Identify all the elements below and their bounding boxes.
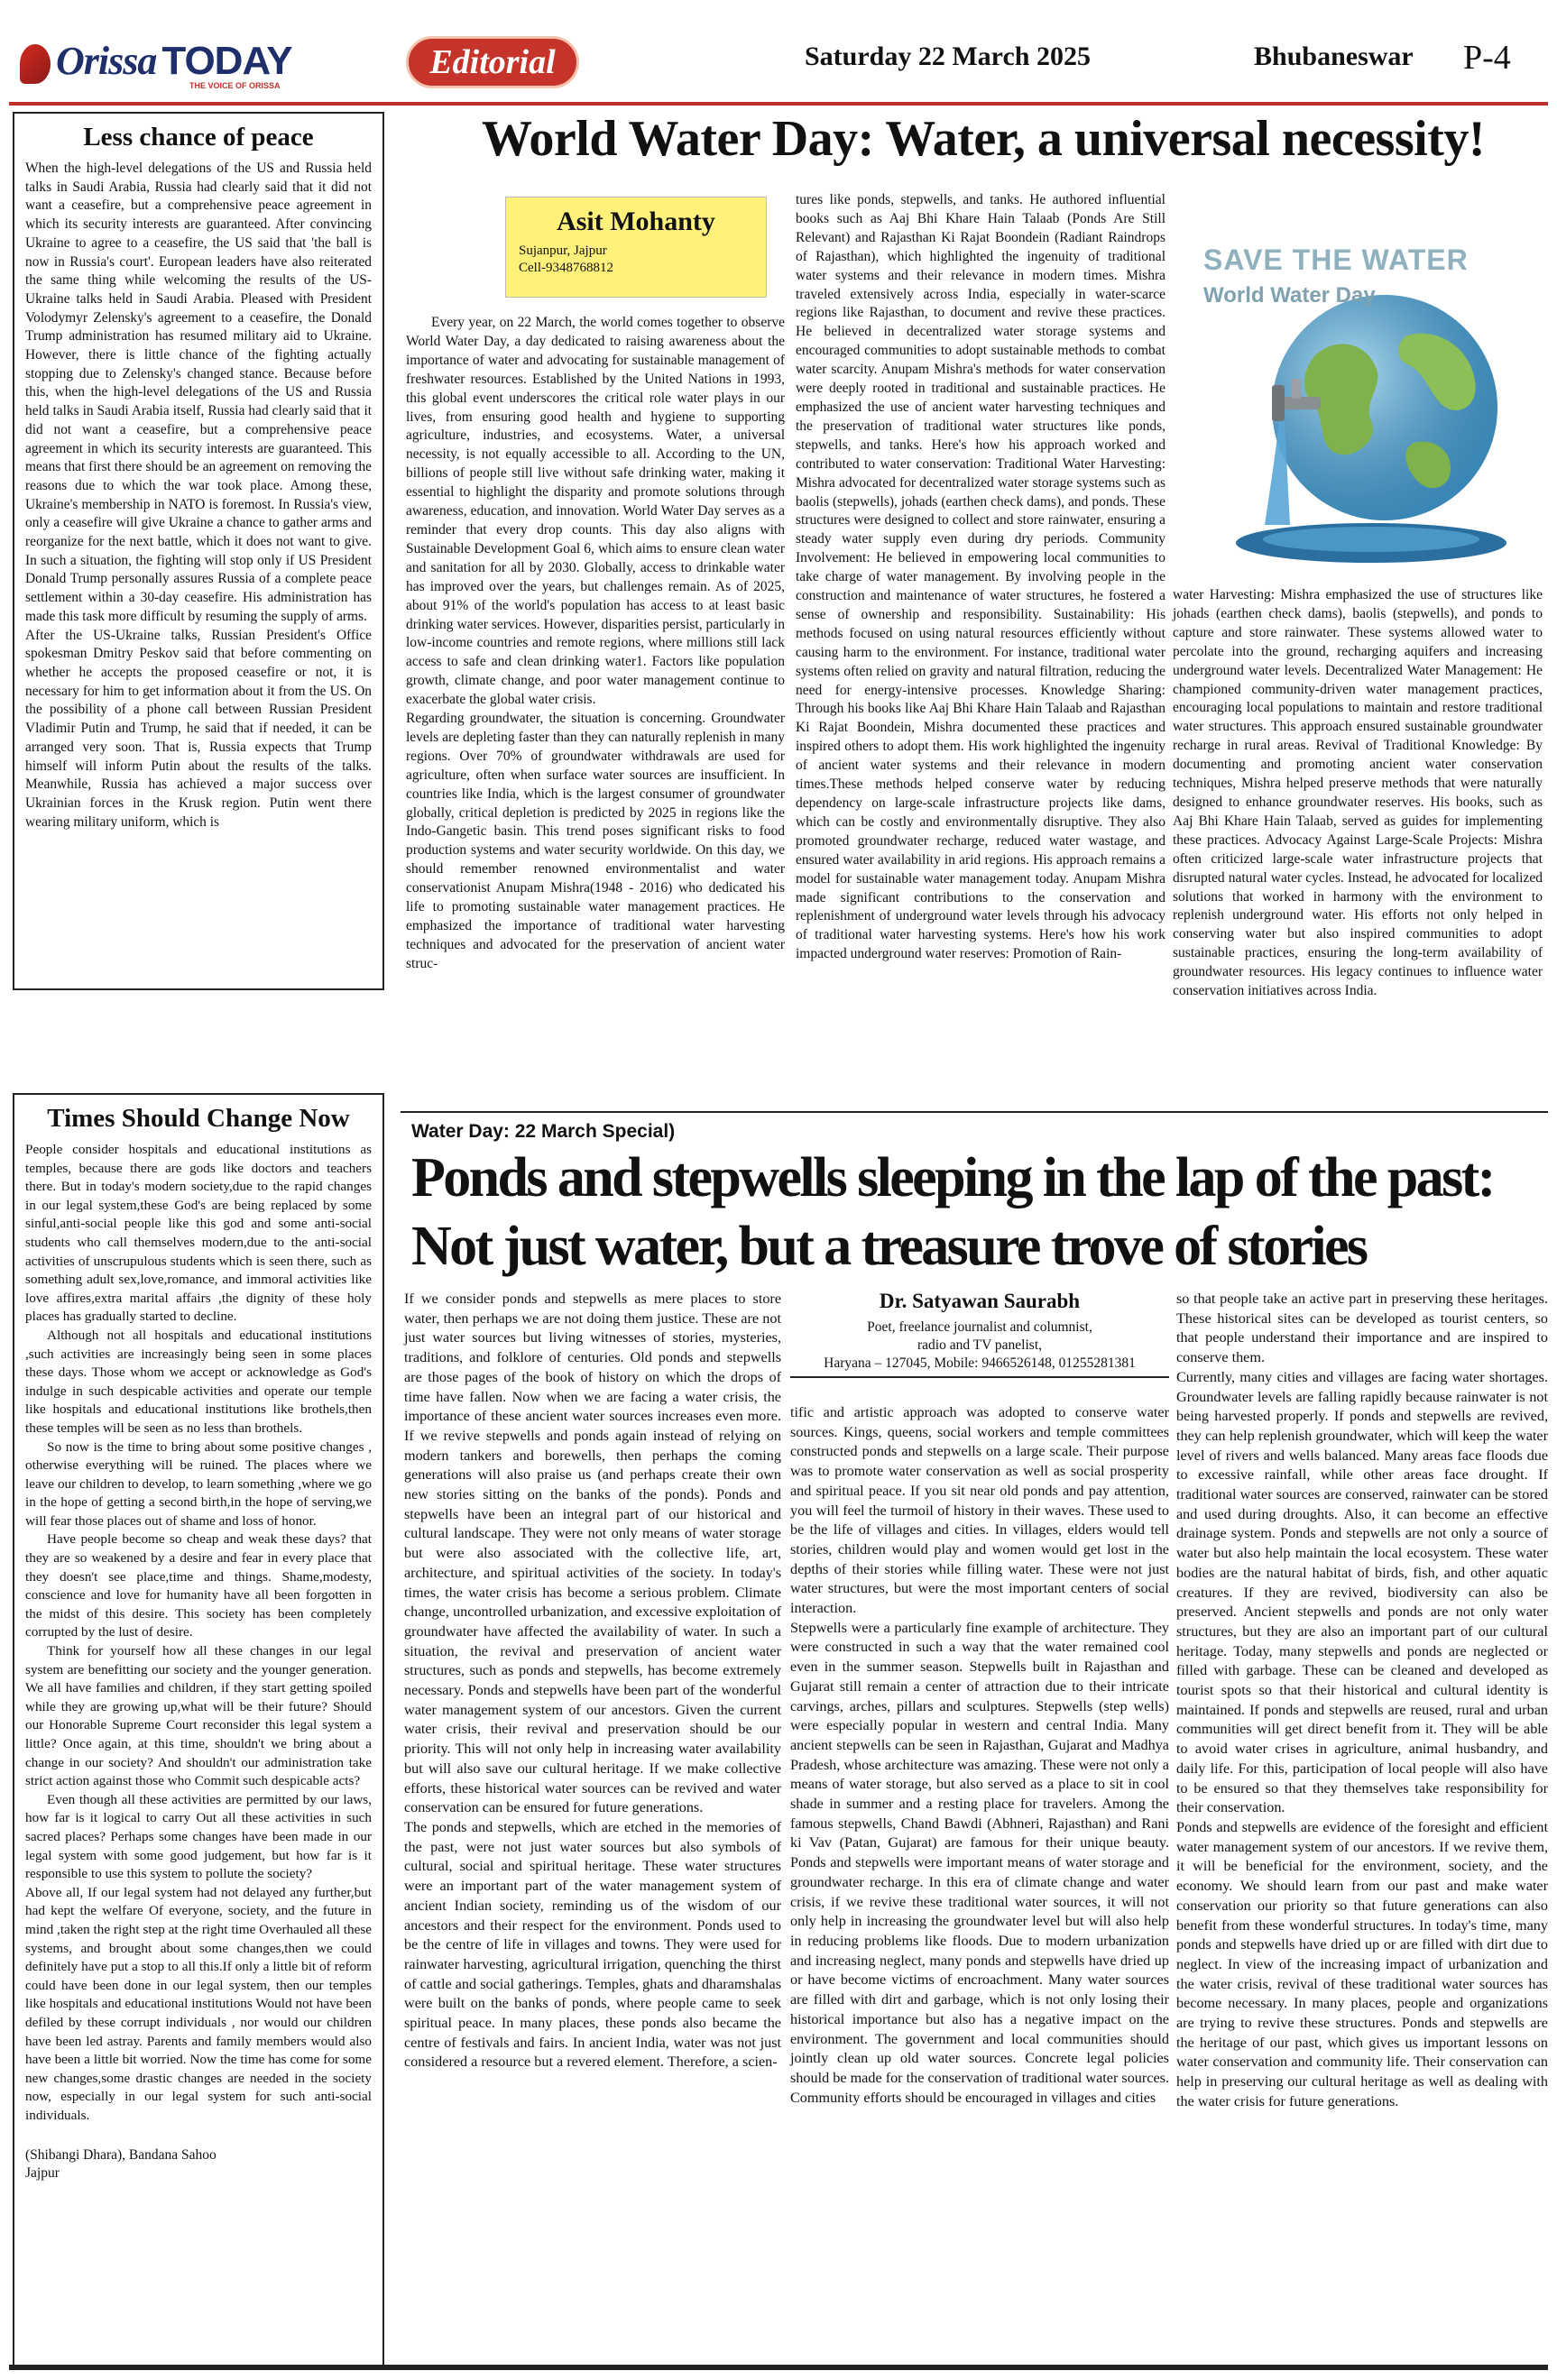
article1-headline: World Water Day: Water, a universal necessity! [482,111,1485,167]
section-divider [401,1111,1548,1113]
logo-icon [20,44,51,84]
author-cell: Cell-9348768812 [519,261,613,275]
editorial-box-times [13,1093,384,2370]
image-caption-day: World Water Day [1203,283,1376,308]
article2-column-2 [790,1403,1169,2108]
box-title: Less chance of peace [83,123,314,152]
box-title: Times Should Change Now [47,1104,350,1133]
author-desc: Poet, freelance journalist and columnist, [867,1319,1092,1335]
article-paragraph: tific and artistic approach was adopted to conserve water sources. Kings, queens, social workers and temple committees constructed ponds and stepwells on a large scale. Their purpose was to promote water conservation as well as social prosperity and spiritual peace. If you sit near old ponds and pay attention, you will feel the turmoil of history in their waves. These used to be the life of villages and cities. In villages, elders would tell stories, children would play and women would get lost in the depths of their stories while filling water. These were not just water structures, but were the most important centers of social interaction. [790,1404,1169,1617]
box-paragraph: So now is the time to bring about some positive changes , otherwise everything will be ruined. The places where we leave our children to develop, to learn something ,where we go in the hope of getting a second birth,in the hope of serving,we will fear those places out of shame and loss of honor. [25,1438,372,1529]
box-body [25,1141,372,2125]
logo-word-today: TODAY [161,39,292,83]
article2-byline [790,1290,1169,1378]
editorial-box-peace [13,112,384,990]
masthead-rule [9,102,1548,106]
author-name: Asit Mohanty [557,207,715,236]
box-paragraph: People consider hospitals and educational institutions as temples, because there are gods like doctors and teachers there. But in today's modern society,due to the rapid changes in our legal system,these God's are being replaced by some sinful,anti-social people like this god and some anti-social students who call themselves modern,due to the anti-social activities of unscrupulous students which is seen there, such as something adult sex,love,romance, and immoral activities like love affires,extra marital affairs ,the dignity of these holy places has gradually started to decline. [25,1142,372,1325]
article1-column-3 [1173,586,1543,1001]
box-paragraph: Although not all hospitals and educational institutions ,such activities are increasingly being seen in some places these days. Those whom we accept or acknowledge as God's indulge in such despicable activities and operate our temple like hospitals and educational institutions like brothels,then these temples will be seen as no less than brothels. [25,1327,372,1436]
article-paragraph: If we consider ponds and stepwells as mere places to store water, then perhaps we are not doing them justice. These are not just water sources but living witnesses of stories, mysteries, traditions, and folklore of centuries. Old ponds and stepwells are those pages of the book of history on which the drops of time have fallen. Now when we are facing a water crisis, the importance of these ancient water sources increases even more. If we revive stepwells and ponds again instead of relying on modern tankers and borewells, then perhaps the coming generations will also praise us (and perhaps create their own new stories sitting on the banks of the ponds). Ponds and stepwells have been an integral part of our historical and cultural landscape. They were not only means of water storage but were also associated with the collective life, art, architecture, and spiritual activities of the society. In today's times, the water crisis has become a serious problem. Climate change, uncontrolled urbanization, and excessive exploitation of groundwater have affected the availability of water. In such a situation, the revival and preservation of ancient water structures, such as ponds and stepwells, has become extremely necessary. Ponds and stepwells have been part of the wonderful water management system of our ancestors. Given the current water crisis, their revival and preservation should be our priority. This will not only help in increasing water availability but will also save our cultural heritage. If we make collective efforts, these historical water sources can be revived and water conservation can be ensured for future generations. [404,1291,781,1816]
byline-rule [790,1376,1169,1378]
left-column [13,112,386,2380]
article-paragraph: The ponds and stepwells, which are etched in the memories of the past, were not just water sources but also symbols of cultural, social and spiritual heritage. These water structures were an important part of the water management system of ancient Indian society, reminding us of the wisdom of our ancestors and their respect for the environment. Ponds used to be the centre of life in villages and towns. They were used for rainwater harvesting, agricultural irrigation, quenching the thirst of cattle and social gatherings. Temples, ghats and dharamshalas were built on the banks of ponds, where people came to seek spiritual peace. In many places, these ponds also became the centre of festivals and fairs. In ancient India, water was not just considered a resource but a revered element. Therefore, a scien- [404,1818,781,2071]
author-desc: radio and TV panelist, [917,1337,1043,1353]
article1-column-1 [406,314,785,974]
box-paragraph: Have people become so cheap and weak these days? that they are so weakened by a desire and fear in every place that they doesn't see place,time and things. Shame,modesty, conscience and love for humanity have all been forgotten in the midst of this desire. This society has been completely corrupted by the lust of desire. [25,1531,372,1640]
box-paragraph: When the high-level delegations of the US and Russia held talks in Saudi Arabia, Russia had clearly said that it did not want a ceasefire, but a comprehensive peace agreement in which its security interests are guaranteed. After convincing Ukraine to agree to a ceasefire, the US said that 'the ball is now in Russia's court'. European leaders have also reiterated the same thing while welcoming the results of the US-Ukraine talks held in Saudi Arabia. Pleased with President Volodymyr Zelensky's agreement to a ceasefire, the Donald Trump administration has resumed military aid to Ukraine. However, there is little chance of the fighting actually stopping due to Zelensky's changed stance. Because before this, when the high-level delegations of the US and Russia held talks in Saudi Arabia itself, Russia had clearly said that it did not want a ceasefire, but a comprehensive peace agreement in which its security interests are guaranteed. This means that first there should be an agreement on removing the reasons due to which the war took place. Among these, Ukraine's membership in NATO is foremost. In Russia's view, only a ceasefire will give Ukraine a chance to gather arms and reorganize for the next battle, which it does not want to give. In such a situation, the fighting will stop only if US President Donald Trump personally assures Russia of a complete peace settlement within a 30-day ceasefire. His administration has made this task more difficult by resuming the supply of arms. [25,161,372,624]
section-label: Editorial [406,36,579,88]
author-name: Dr. Satyawan Saurabh [879,1290,1081,1312]
article-paragraph: Regarding groundwater, the situation is concerning. Groundwater levels are depleting faster than they can naturally replenish in many regions. Over 70% of groundwater withdrawals are used for agriculture, often when surface water sources are insufficient. In countries like India, which is the largest consumer of groundwater globally, critical depletion is predicted by 2025 in regions like the Indo-Gangetic basin. This trend poses significant risks to food production systems and water security worldwide. On this day, we should remember renowned environmentalist and water conservationist Anupam Mishra(1948 - 2016) who dedicated his life to promoting sustainable water management practices. He emphasized the importance of traditional water harvesting techniques and advocated for the preservation of ancient water struc- [406,711,785,971]
box-body [25,160,372,832]
logo-word-orissa: Orissa [56,39,157,83]
article2-column-3 [1176,1290,1548,2112]
box-paragraph: Above all, If our legal system had not delayed any further,but had kept the welfare Of everyone, society, and the future in mind ,taken the right step at the right time Overhauled all these systems, and brought about some changes,then we could definitely have put a stop to all this.If only a little bit of reform could have been done in our legal system, then our temples like hospitals and educational institutions Would not have been defiled by these corrupt individuals , nor would our children have been led astray. Parents and family members would also have been a little bit worried. Now the time has come for some new changes,some drastic changes are needed in the society now, especially in our legal system for such anti-social individuals. [25,1884,372,2123]
author-place: Sujanpur, Jajpur [519,244,607,258]
article-paragraph: Ponds and stepwells are evidence of the foresight and efficient water management system of our ancestors. If we revive them, it will be beneficial for the environment, society, and the economy. We should learn from our past and make water conservation our priority so that future generations can also benefit from these wonderful structures. In today's time, many ponds and stepwells have dried up or are filled with dirt due to neglect. In view of the increasing impact of urbanization and the water crisis, revival of these traditional water sources has become necessary. In many places, people and organizations are trying to revive these structures. Ponds and stepwells are the heritage of our past, which gives us important lessons on water conservation and community life. Their conservation can help in preserving our cultural heritage as well as dealing with the water crisis for future generations. [1176,1818,1548,2109]
article-paragraph: Currently, many cities and villages are facing water shortages. Groundwater levels are falling rapidly because rainwater is not being harvested properly. If ponds and stepwells are revived, they can help replenish groundwater, which will keep the water level of rivers and wells balanced. Many areas face floods due to excessive rainfall, while other areas face drought. If traditional water sources are conserved, rainwater can be stored and used during droughts. Also, it can become an effective drainage system. Ponds and stepwells are not only a source of water but also help maintain the local ecosystem. These water bodies are the natural habitat of birds, fish, and other aquatic creatures. If they are revived, biodiversity can also be preserved. Ancient stepwells and ponds are not only water structures, but they are also an important part of our cultural heritage. Today, many stepwells and ponds are neglected or filled with garbage. These can be cleaned and developed as tourist spots so that their historical and cultural identity is maintained. If ponds and stepwells are reused, rural and urban communities will get direct benefit from it. They will be able to avoid water crises in agriculture, animal husbandry, and daily life. For this, participation of local people will also have to be ensured so that they themselves take responsibility for their conservation. [1176,1368,1548,1816]
article-paragraph: tures like ponds, stepwells, and tanks. He authored influential books such as Aaj Bhi Khare Hain Talaab (Ponds Are Still Relevant) and Rajasthan Ki Rajat Boondein (Radiant Raindrops of Rajasthan), which highlighted the ingenuity of traditional water systems and their relevance in modern times. Mishra traveled extensively across India, especially in water-scarce regions like Rajasthan, to document and revive these practices. He believed in decentralized water storage systems and encouraged communities to adopt sustainable methods to combat water scarcity. Anupam Mishra's methods for water conservation were deeply rooted in traditional and sustainable practices. He emphasized the use of ancient water harvesting techniques and the preservation of traditional water structures like ponds, stepwells, and tanks. Here's how his approach worked and contributed to water conservation: Traditional Water Harvesting: Mishra advocated for decentralized water storage systems such as baolis (stepwells), johads (earthen check dams), and ponds. These structures were designed to collect and store rainwater, ensuring a steady water supply even during dry periods. Community Involvement: He believed in empowering local communities to take charge of water management. By involving people in the construction and maintenance of water structures, he fostered a sense of ownership and responsibility. Sustainability: His methods focused on using natural resources efficiently without causing harm to the environment. For instance, traditional water systems often relied on gravity and natural filtration, reducing the need for energy-intensive processes. Knowledge Sharing: Through his books like Aaj Bhi Khare Hain Talaab and Rajasthan Ki Rajat Boondein, Mishra documented these practices and inspired others to adopt them. His work highlighted the ingenuity of ancient water systems and their relevance in modern times.These methods helped conserve water by reducing dependency on large-scale infrastructure projects like dams, which can be costly and environmentally disruptive. They also promoted groundwater recharge, reduced water wastage, and ensured water availability in arid regions. His approach remains a model for sustainable water management today. Anupam Mishra made significant contributions to the conservation and replenishment of underground water levels through his advocacy of traditional water harvesting systems. Here's how his work impacted underground water reserves: Promotion of Rain- [796,192,1165,962]
box-paragraph: Even though all these activities are permitted by our laws, how far is it logical to carry Out all these activities in such sacred places? Perhaps some changes have been made in our legal system with some good judgement, but how far is it responsible to use this system to pollute the society? [25,1791,372,1882]
masthead-logo [20,38,292,84]
image-caption-save: SAVE THE WATER [1203,244,1469,276]
article1-byline [505,197,767,298]
article-paragraph: so that people take an active part in preserving these heritages. These historical sites can be developed as tourist centers, so that people understand their importance and are inspired to conserve them. [1176,1291,1548,1366]
signature-place: Jajpur [25,2165,60,2182]
box-paragraph: Think for yourself how all these changes in our legal system are benefitting our society and the younger generation. We all have families and children, if they start getting spoiled while they are growing up,what will be their future? Should our Honorable Supreme Court reconsider this legal system a little? Once again, at this time, shouldn't we bring about a change in our society? And shouldn't our administration take strict action against those who Commit such despicable acts? [25,1643,372,1789]
article-paragraph: water Harvesting: Mishra emphasized the use of structures like johads (earthen check dams), baolis (stepwells), and ponds to capture and store rainwater. These systems allowed water to percolate into the ground, recharging aquifers and increasing underground water levels. Decentralized Water Management: He championed community-driven water management practices, encouraging local populations to maintain and restore traditional water structures. This approach ensured sustainable groundwater recharge in rural areas. Revival of Traditional Knowledge: By documenting and promoting ancient water conservation techniques, Mishra helped preserve methods that were naturally designed to enhance groundwater reserves. His books, such as Aaj Bhi Khare Hain Talaab, served as guides for implementing these practices. Advocacy Against Large-Scale Projects: Mishra often criticized large-scale water infrastructure projects that disrupted natural water cycles. Instead, he advocated for localized solutions that worked in harmony with the environment to replenish underground water. His efforts not only helped in conserving water but also inspired communities to adopt sustainable practices, ensuring the long-term availability of groundwater resources. His legacy continues to influence water conservation initiatives across India. [1173,587,1543,999]
save-water-illustration [1182,200,1543,579]
box-paragraph: After the US-Ukraine talks, Russian President's Office spokesman Dmitry Peskov said that before commenting on whether he accepts the proposed ceasefire or not, it is necessary for him to get information about it from the US. On the possibility of a phone call between Russian President Vladimir Putin and Trump, he said that if needed, it can be arranged very soon. That is, Russia expects that Trump himself will inform Putin about the results of the talks. Meanwhile, Russia has achieved a major success over Ukrainian forces in the Krusk region. Putin went there wearing military uniform, which is [25,627,372,830]
article2-kicker: Water Day: 22 March Special) [411,1121,676,1142]
headline-line: Ponds and stepwells sleeping in the lap of the past: [411,1147,1494,1208]
logo-tagline: THE VOICE OF ORISSA [189,81,281,90]
page-bottom-rule [9,2365,1548,2370]
page-number: P-4 [1463,39,1511,77]
signature [25,2146,372,2182]
article2-headline [411,1144,1548,1281]
issue-date: Saturday 22 March 2025 [805,41,1091,71]
headline-line: Not just water, but a treasure trove of stories [411,1216,1367,1277]
article1-column-2 [796,191,1165,964]
issue-city: Bhubaneswar [1254,41,1414,71]
article2-column-1 [404,1290,781,2072]
article-paragraph: Every year, on 22 March, the world comes together to observe World Water Day, a day dedicated to raising awareness about the importance of water and advocating for sustainable management of freshwater resources. Established by the United Nations in 1993, this global event underscores the critical role water plays in our lives, from ensuring good health and hygiene to supporting agriculture, industries, and ecosystems. Water, a universal necessity, is not equally accessible to all. According to the UN, billions of people still live without safe drinking water, making it essential to highlight the disparity and promote solutions through awareness, education, and innovation. World Water Day serves as a reminder that every drop counts. This day also aligns with Sustainable Development Goal 6, which aims to ensure clean water and sanitation for all by 2030. Globally, access to drinkable water has improved over the years, but challenges remain. As of 2025, about 91% of the world's population has access to at least basic drinking water services. However, disparities persist, particularly in low-income countries and remote regions, where millions still lack access to safe and clean drinking water1. Factors like population growth, climate change, and poor water management continue to exacerbate the global water crisis. [406,315,785,708]
article-paragraph: Stepwells were a particularly fine example of architecture. They were constructed in such a way that the water remained cool even in the summer season. Stepwells built in Rajasthan and Gujarat still remain a center of attraction due to their intricate carvings, arches, pillars and sculptures. Stepwells (step wells) were especially popular in western and central India. Many ancient stepwells can be seen in Rajasthan, Gujarat and Madhya Pradesh, whose architecture was amazing. These were not only a means of water storage, but also served as a place to sit in cool shade in summer and a resting place for travelers. Among the famous stepwells, Chand Bawdi (Abhneri, Rajasthan) and Rani ki Vav (Patan, Gujarat) are famous for their unique beauty. Ponds and stepwells were important means of water storage and groundwater recharge. In this era of climate change and water crisis, if we revive these traditional water sources, it will not only help in increasing the groundwater level but will also help in reducing problems like floods. Due to modern urbanization and increasing neglect, many ponds and stepwells have dried up or have become victims of encroachment. Many water sources are filled with dirt and garbage, which is not only losing their historical importance but also has a negative impact on the environment. The government and local communities should jointly clean up old water sources. Concrete legal policies should be made for the conservation of traditional water sources. Community efforts should be encouraged in villages and cities [790,1619,1169,2106]
signature-name: (Shibangi Dhara), Bandana Sahoo [25,2147,217,2164]
author-contact: Haryana – 127045, Mobile: 9466526148, 01255281381 [824,1355,1136,1371]
